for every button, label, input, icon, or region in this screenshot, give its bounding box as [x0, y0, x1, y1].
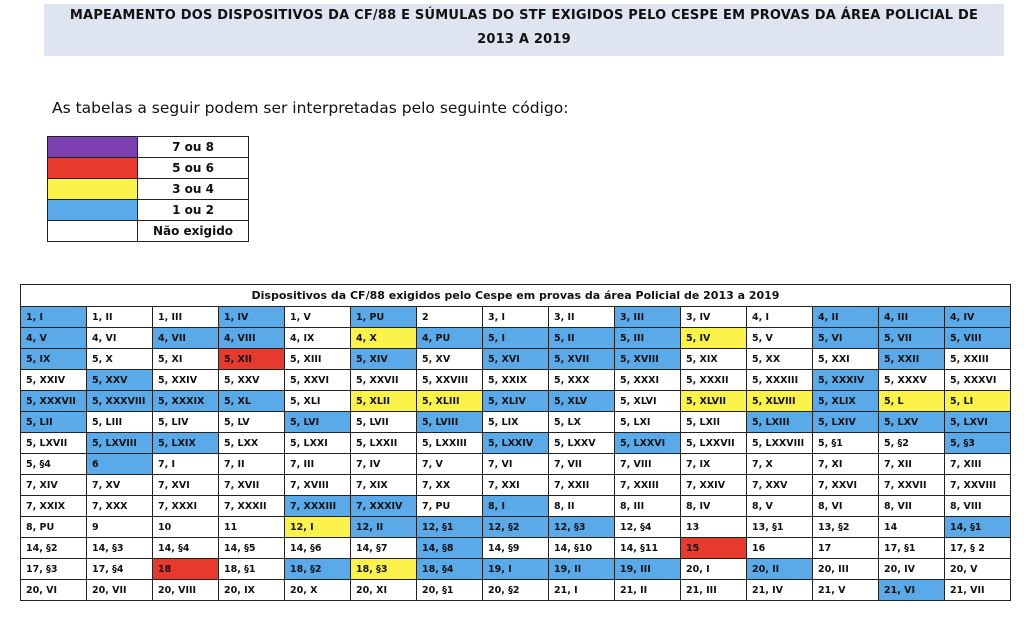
device-cell: 14, §11	[615, 538, 681, 559]
device-cell: 7, XI	[813, 454, 879, 475]
table-title-row	[21, 285, 1011, 307]
device-cell: 3, I	[483, 307, 549, 328]
device-cell: 5, LXIX	[153, 433, 219, 454]
device-cell: 4, IX	[285, 328, 351, 349]
device-cell: 5, IV	[681, 328, 747, 349]
device-cell: 12, II	[351, 517, 417, 538]
device-cell: 8, III	[615, 496, 681, 517]
table-row	[21, 307, 1011, 328]
device-cell: 5, XXVIII	[417, 370, 483, 391]
device-cell: 14, §2	[21, 538, 87, 559]
device-cell: 14, §5	[219, 538, 285, 559]
device-cell: 12, §4	[615, 517, 681, 538]
device-cell: 5, XLVIII	[747, 391, 813, 412]
device-cell: 7, VII	[549, 454, 615, 475]
device-cell: 5, LXVI	[945, 412, 1011, 433]
device-cell: 12, §1	[417, 517, 483, 538]
device-cell: 12, I	[285, 517, 351, 538]
device-cell: 14, §9	[483, 538, 549, 559]
table-row	[21, 538, 1011, 559]
device-cell: 5, VIII	[945, 328, 1011, 349]
device-cell: 20, XI	[351, 580, 417, 601]
device-cell: 5, XXVII	[351, 370, 417, 391]
device-cell: 5, LXII	[681, 412, 747, 433]
device-cell: 20, I	[681, 559, 747, 580]
device-cell: 18, §2	[285, 559, 351, 580]
device-cell: 14, §4	[153, 538, 219, 559]
device-cell: 5, XXXIV	[813, 370, 879, 391]
device-cell: 20, §1	[417, 580, 483, 601]
device-cell: 4, PU	[417, 328, 483, 349]
device-cell: 1, III	[153, 307, 219, 328]
device-cell: 7, XVI	[153, 475, 219, 496]
device-cell: 7, XVIII	[285, 475, 351, 496]
device-cell: 7, XII	[879, 454, 945, 475]
device-cell: 9	[87, 517, 153, 538]
device-cell: 7, IX	[681, 454, 747, 475]
device-cell: 7, XX	[417, 475, 483, 496]
device-cell: 4, VIII	[219, 328, 285, 349]
device-cell: 5, III	[615, 328, 681, 349]
legend-swatch	[48, 137, 138, 158]
table-row	[21, 496, 1011, 517]
device-cell: 5, §1	[813, 433, 879, 454]
device-cell: 5, LXXIV	[483, 433, 549, 454]
device-cell: 5, V	[747, 328, 813, 349]
device-cell: 7, XXXIV	[351, 496, 417, 517]
device-cell: 5, LX	[549, 412, 615, 433]
device-cell: 18	[153, 559, 219, 580]
device-cell: 7, XXX	[87, 496, 153, 517]
table-row	[21, 412, 1011, 433]
device-cell: 5, XXIX	[483, 370, 549, 391]
device-cell: 7, VI	[483, 454, 549, 475]
device-cell: 7, XIV	[21, 475, 87, 496]
device-cell: 5, XL	[219, 391, 285, 412]
device-cell: 2	[417, 307, 483, 328]
device-cell: 3, II	[549, 307, 615, 328]
device-cell: 8, II	[549, 496, 615, 517]
device-cell: 8, IV	[681, 496, 747, 517]
legend-row	[48, 137, 249, 158]
device-cell: 5, XXXI	[615, 370, 681, 391]
legend-row	[48, 200, 249, 221]
device-cell: 5, XIX	[681, 349, 747, 370]
device-cell: 5, XVII	[549, 349, 615, 370]
device-cell: 7, XVII	[219, 475, 285, 496]
device-cell: 7, XIX	[351, 475, 417, 496]
device-cell: 17	[813, 538, 879, 559]
device-cell: 5, XXI	[813, 349, 879, 370]
legend-swatch	[48, 179, 138, 200]
device-cell: 4, IV	[945, 307, 1011, 328]
color-legend	[47, 136, 249, 242]
device-cell: 18, §4	[417, 559, 483, 580]
device-cell: 15	[681, 538, 747, 559]
device-cell: 5, LXIV	[813, 412, 879, 433]
device-cell: 5, XXXVIII	[87, 391, 153, 412]
legend-label: 5 ou 6	[138, 158, 249, 179]
device-cell: 5, LXXVI	[615, 433, 681, 454]
device-cell: 5, LII	[21, 412, 87, 433]
device-cell: 12, §3	[549, 517, 615, 538]
device-cell: 7, XXIX	[21, 496, 87, 517]
device-cell: 7, XXVII	[879, 475, 945, 496]
legend-label: 7 ou 8	[138, 137, 249, 158]
device-cell: 5, LXXVIII	[747, 433, 813, 454]
device-cell: 5, §4	[21, 454, 87, 475]
table-row	[21, 580, 1011, 601]
device-cell: 13	[681, 517, 747, 538]
device-cell: 7, XXI	[483, 475, 549, 496]
device-cell: 17, §4	[87, 559, 153, 580]
device-cell: 3, III	[615, 307, 681, 328]
table-row	[21, 475, 1011, 496]
device-cell: 5, XLVII	[681, 391, 747, 412]
device-cell: 5, XIV	[351, 349, 417, 370]
device-cell: 5, XXXIII	[747, 370, 813, 391]
device-cell: 5, XLV	[549, 391, 615, 412]
legend-label: Não exigido	[138, 221, 249, 242]
device-cell: 8, VII	[879, 496, 945, 517]
device-cell: 5, LXXII	[351, 433, 417, 454]
device-cell: 7, III	[285, 454, 351, 475]
device-cell: 20, V	[945, 559, 1011, 580]
device-cell: 5, VI	[813, 328, 879, 349]
device-cell: 4, I	[747, 307, 813, 328]
device-cell: 14, §1	[945, 517, 1011, 538]
device-cell: 5, LIV	[153, 412, 219, 433]
table-row	[21, 391, 1011, 412]
device-cell: 5, XVI	[483, 349, 549, 370]
table-title: Dispositivos da CF/88 exigidos pelo Cespe em provas da área Policial de 2013 a 2019	[21, 285, 1011, 307]
device-cell: 20, IX	[219, 580, 285, 601]
device-cell: 5, VII	[879, 328, 945, 349]
device-cell: 5, LXXI	[285, 433, 351, 454]
device-cell: 21, VII	[945, 580, 1011, 601]
device-cell: 5, I	[483, 328, 549, 349]
device-cell: 4, V	[21, 328, 87, 349]
device-cell: 5, L	[879, 391, 945, 412]
device-cell: 19, I	[483, 559, 549, 580]
device-cell: 18, §1	[219, 559, 285, 580]
intro-text: As tabelas a seguir podem ser interpretadas pelo seguinte código:	[52, 99, 569, 117]
header-title-line-1: MAPEAMENTO DOS DISPOSITIVOS DA CF/88 E SÚMULAS DO STF EXIGIDOS PELO CESPE EM PROVAS DA ÁREA POLICIAL DE	[69, 8, 979, 23]
device-cell: 5, §3	[945, 433, 1011, 454]
device-cell: 10	[153, 517, 219, 538]
table-row	[21, 370, 1011, 391]
device-cell: 5, XLI	[285, 391, 351, 412]
device-cell: 5, §2	[879, 433, 945, 454]
device-cell: 7, XV	[87, 475, 153, 496]
device-cell: 7, PU	[417, 496, 483, 517]
device-cell: 5, LV	[219, 412, 285, 433]
device-cell: 5, LXIII	[747, 412, 813, 433]
legend-label: 1 ou 2	[138, 200, 249, 221]
device-cell: 1, I	[21, 307, 87, 328]
legend-swatch	[48, 158, 138, 179]
legend-label: 3 ou 4	[138, 179, 249, 200]
device-cell: 4, II	[813, 307, 879, 328]
device-cell: 5, XXXII	[681, 370, 747, 391]
device-cell: 5, LXX	[219, 433, 285, 454]
device-cell: 14, §7	[351, 538, 417, 559]
device-cell: 5, LVIII	[417, 412, 483, 433]
cf88-devices-table	[20, 284, 1011, 601]
device-cell: 21, II	[615, 580, 681, 601]
table-row	[21, 349, 1011, 370]
device-cell: 5, XXII	[879, 349, 945, 370]
device-cell: 17, §3	[21, 559, 87, 580]
device-cell: 21, VI	[879, 580, 945, 601]
legend-row	[48, 179, 249, 200]
device-cell: 20, II	[747, 559, 813, 580]
device-cell: 20, III	[813, 559, 879, 580]
device-cell: 14, §6	[285, 538, 351, 559]
device-cell: 5, XVIII	[615, 349, 681, 370]
device-cell: 5, XXXV	[879, 370, 945, 391]
device-cell: 5, LXVII	[21, 433, 87, 454]
device-cell: 5, LXV	[879, 412, 945, 433]
device-cell: 5, LXI	[615, 412, 681, 433]
device-cell: 5, XXIV	[21, 370, 87, 391]
device-cell: 1, V	[285, 307, 351, 328]
device-cell: 7, V	[417, 454, 483, 475]
device-cell: 7, XXII	[549, 475, 615, 496]
device-cell: 21, IV	[747, 580, 813, 601]
device-cell: 7, XIII	[945, 454, 1011, 475]
table-row	[21, 433, 1011, 454]
device-cell: 7, XXVIII	[945, 475, 1011, 496]
table-row	[21, 517, 1011, 538]
device-cell: 13, §1	[747, 517, 813, 538]
header-title-line-2: 2013 A 2019	[477, 32, 571, 47]
table-row	[21, 559, 1011, 580]
device-cell: 17, § 2	[945, 538, 1011, 559]
device-cell: 14, §8	[417, 538, 483, 559]
device-cell: 20, §2	[483, 580, 549, 601]
device-cell: 5, XLVI	[615, 391, 681, 412]
device-cell: 8, I	[483, 496, 549, 517]
device-cell: 1, IV	[219, 307, 285, 328]
device-cell: 3, IV	[681, 307, 747, 328]
device-cell: 8, VIII	[945, 496, 1011, 517]
device-cell: 20, VI	[21, 580, 87, 601]
device-cell: 5, XX	[747, 349, 813, 370]
device-cell: 5, LXXVII	[681, 433, 747, 454]
device-cell: 17, §1	[879, 538, 945, 559]
device-cell: 20, X	[285, 580, 351, 601]
device-cell: 5, X	[87, 349, 153, 370]
device-cell: 5, XLIV	[483, 391, 549, 412]
device-cell: 20, IV	[879, 559, 945, 580]
device-cell: 4, III	[879, 307, 945, 328]
device-cell: 19, III	[615, 559, 681, 580]
device-cell: 7, IV	[351, 454, 417, 475]
device-cell: 5, XXXVII	[21, 391, 87, 412]
device-cell: 16	[747, 538, 813, 559]
device-cell: 7, XXXIII	[285, 496, 351, 517]
device-cell: 1, II	[87, 307, 153, 328]
device-cell: 18, §3	[351, 559, 417, 580]
device-cell: 5, XI	[153, 349, 219, 370]
device-cell: 7, XXXII	[219, 496, 285, 517]
device-cell: 21, III	[681, 580, 747, 601]
device-cell: 4, VI	[87, 328, 153, 349]
device-cell: 8, PU	[21, 517, 87, 538]
device-cell: 5, LIII	[87, 412, 153, 433]
legend-row	[48, 221, 249, 242]
page-header	[44, 4, 1004, 56]
device-cell: 21, I	[549, 580, 615, 601]
device-cell: 5, II	[549, 328, 615, 349]
device-cell: 11	[219, 517, 285, 538]
device-cell: 8, VI	[813, 496, 879, 517]
device-cell: 14, §3	[87, 538, 153, 559]
device-cell: 20, VII	[87, 580, 153, 601]
device-cell: 7, XXVI	[813, 475, 879, 496]
device-cell: 7, I	[153, 454, 219, 475]
table-row	[21, 454, 1011, 475]
device-cell: 7, II	[219, 454, 285, 475]
device-cell: 21, V	[813, 580, 879, 601]
device-cell: 5, XLII	[351, 391, 417, 412]
device-cell: 7, XXIII	[615, 475, 681, 496]
device-cell: 5, XXVI	[285, 370, 351, 391]
device-cell: 6	[87, 454, 153, 475]
device-cell: 5, XXIII	[945, 349, 1011, 370]
table-row	[21, 328, 1011, 349]
legend-swatch	[48, 200, 138, 221]
legend-swatch	[48, 221, 138, 242]
device-cell: 12, §2	[483, 517, 549, 538]
device-cell: 5, XXXVI	[945, 370, 1011, 391]
device-cell: 1, PU	[351, 307, 417, 328]
device-cell: 5, LIX	[483, 412, 549, 433]
device-cell: 5, LXXIII	[417, 433, 483, 454]
device-cell: 5, XV	[417, 349, 483, 370]
device-cell: 19, II	[549, 559, 615, 580]
device-cell: 7, VIII	[615, 454, 681, 475]
legend-row	[48, 158, 249, 179]
device-cell: 5, XLIX	[813, 391, 879, 412]
device-cell: 7, XXIV	[681, 475, 747, 496]
device-cell: 7, X	[747, 454, 813, 475]
device-cell: 5, XXXIX	[153, 391, 219, 412]
device-cell: 5, LVII	[351, 412, 417, 433]
device-cell: 5, XXX	[549, 370, 615, 391]
device-cell: 5, LI	[945, 391, 1011, 412]
device-cell: 5, LXXV	[549, 433, 615, 454]
device-cell: 5, XIII	[285, 349, 351, 370]
device-cell: 13, §2	[813, 517, 879, 538]
device-cell: 4, VII	[153, 328, 219, 349]
device-cell: 5, XLIII	[417, 391, 483, 412]
device-cell: 7, XXV	[747, 475, 813, 496]
device-cell: 20, VIII	[153, 580, 219, 601]
device-cell: 5, XII	[219, 349, 285, 370]
device-cell: 14	[879, 517, 945, 538]
device-cell: 7, XXXI	[153, 496, 219, 517]
device-cell: 14, §10	[549, 538, 615, 559]
device-cell: 5, XXV	[219, 370, 285, 391]
device-cell: 5, LXVIII	[87, 433, 153, 454]
device-cell: 8, V	[747, 496, 813, 517]
device-cell: 5, IX	[21, 349, 87, 370]
device-cell: 5, XXV	[87, 370, 153, 391]
device-cell: 5, XXIV	[153, 370, 219, 391]
device-cell: 4, X	[351, 328, 417, 349]
device-cell: 5, LVI	[285, 412, 351, 433]
